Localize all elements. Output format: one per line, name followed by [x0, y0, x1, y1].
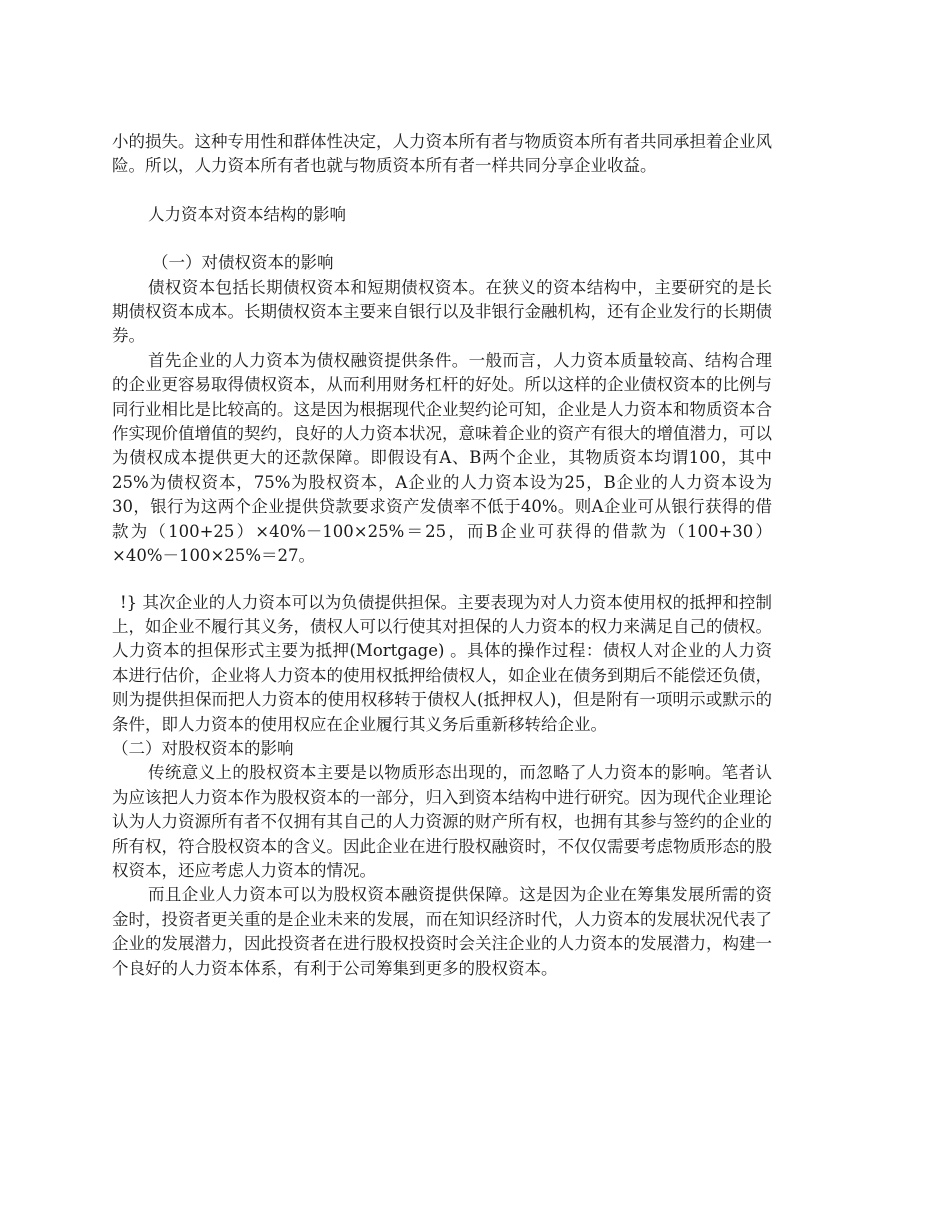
paragraph-debt-financing: 首先企业的人力资本为债权融资提供条件。一般而言，人力资本质量较高、结构合理的企业更容易取得债权资本，从而利用财务杠杆的好处。所以这样的企业债权资本的比例与同行业相比是比较高的。这是因为根据现代企业契约论可知，企业是人力资本和物质资本合作实现价值增值的契约，良好的人力资本状况，意味着企业的资产有很大的增值潜力，可以为债权成本提供更大的还款保障。即假设有A、B两个企业，其物质资本均谓100，其中25%为债权资本，75%为股权资本，A企业的人力资本设为25，B企业的人力资本设为30，银行为这两个企业提供贷款要求资产发债率不低于40%。则A企业可从银行获得的借款为（100+25）×40%－100×25%＝25，而B企业可获得的借款为（100+30）×40%－100×25%＝27。: [112, 350, 772, 566]
document-page: [112, 130, 772, 981]
paragraph-guarantee: !} 其次企业的人力资本可以为负债提供担保。主要表现为对人力资本使用权的抵押和控制上，如企业不履行其义务，债权人可以行使其对担保的人力资本的权力来满足自己的债权。人力资本的担保形式主要为抵押(Mortgage) 。具体的操作过程：债权人对企业的人力资本进行估价，企业将人力资本的使用权抵押给债权人，如企业在债务到期后不能偿还负债，则为提供担保而把人力资本的使用权移转于债权人(抵押权人)，但是附有一项明示或默示的条件，即人力资本的使用权应在企业履行其义务后重新移转给企业。: [112, 592, 772, 734]
paragraph-equity-financing: 而且企业人力资本可以为股权资本融资提供保障。这是因为企业在筹集发展所需的资金时，投资者更关重的是企业未来的发展，而在知识经济时代，人力资本的发展状况代表了企业的发展潜力，因此投资者在进行股权投资时会关注企业的人力资本的发展潜力，构建一个良好的人力资本体系，有利于公司筹集到更多的股权资本。: [112, 885, 772, 978]
paragraph-intro: 小的损失。这种专用性和群体性决定，人力资本所有者与物质资本所有者共同承担着企业风险。所以，人力资本所有者也就与物质资本所有者一样共同分享企业收益。: [112, 132, 772, 176]
section-heading: 人力资本对资本结构的影响: [148, 204, 346, 224]
paragraph-equity-capital: 传统意义上的股权资本主要是以物质形态出现的，而忽略了人力资本的影响。笔者认为应该把人力资本作为股权资本的一部分，归入到资本结构中进行研究。因为现代企业理论认为人力资源所有者不仅拥有其自己的人力资源的财产所有权，也拥有其参与签约的企业的所有权，符合股权资本的含义。因此企业在进行股权融资时，不仅仅需要考虑物质形态的股权资本，还应考虑人力资本的情况。: [112, 763, 772, 880]
subsection-heading-equity: （二）对股权资本的影响: [112, 738, 294, 758]
paragraph-debt-capital: 债权资本包括长期债权资本和短期债权资本。在狭义的资本结构中，主要研究的是长期债权资本成本。长期债权资本主要来自银行以及非银行金融机构，还有企业发行的长期债券。: [112, 277, 772, 346]
subsection-heading-debt: （一）对债权资本的影响: [152, 253, 334, 273]
